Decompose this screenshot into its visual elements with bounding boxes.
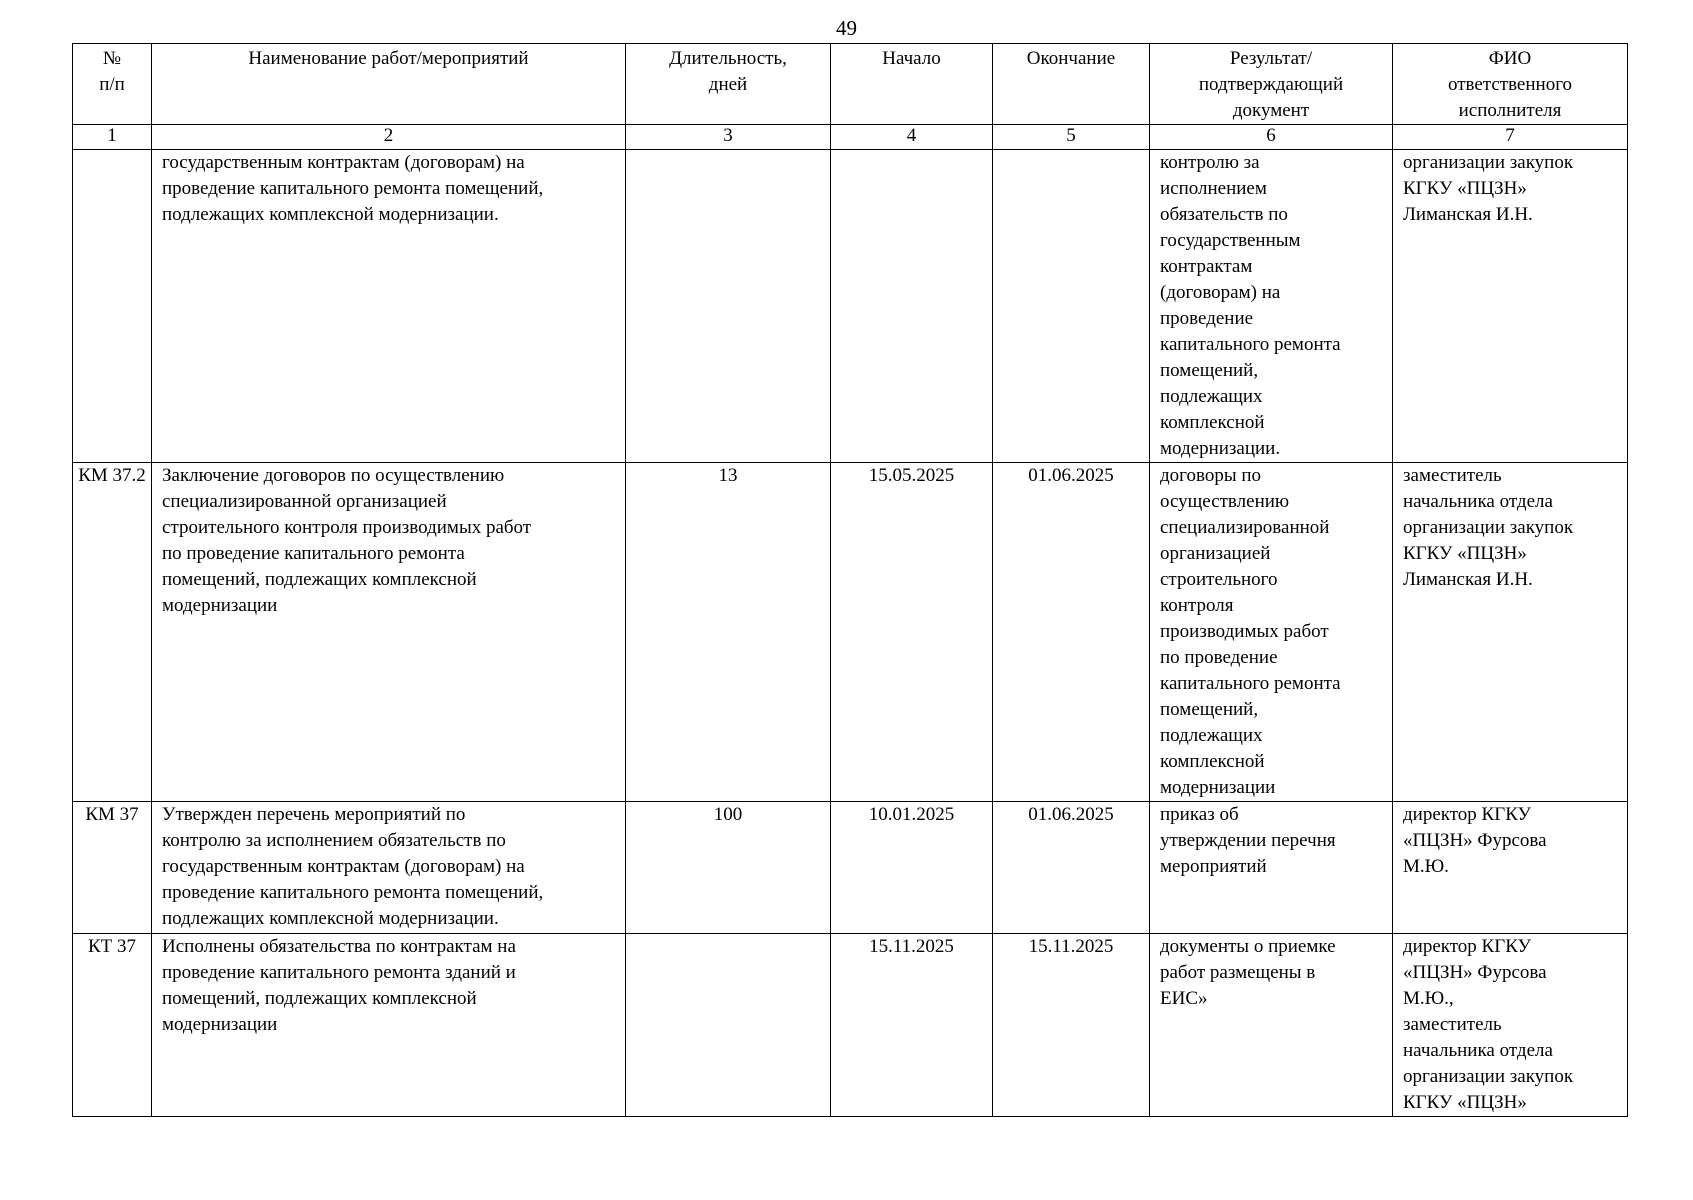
text-line: капитального ремонта (1160, 673, 1341, 694)
row-responsible (1393, 934, 1628, 1117)
text-line: директор КГКУ (1403, 936, 1531, 957)
header-num (73, 44, 152, 125)
text-line: заместитель (1403, 465, 1502, 486)
column-number: 3 (626, 125, 831, 150)
text-line: проведение капитального ремонта помещений, (162, 178, 544, 199)
row-name (152, 934, 626, 1117)
text-line: строительного (1160, 569, 1278, 590)
row-start: 10.01.2025 (831, 802, 993, 934)
text-line: № (102, 48, 122, 69)
text-line: Начало (882, 48, 941, 69)
work-plan-table (72, 43, 1628, 1117)
text-line: специализированной организацией (162, 491, 447, 512)
text-line: утверждении перечня (1160, 830, 1336, 851)
column-number: 2 (152, 125, 626, 150)
text-line: «ПЦЗН» Фурсова (1403, 830, 1547, 851)
text-line: контроля (1160, 595, 1234, 616)
row-end: 01.06.2025 (993, 463, 1150, 802)
text-line: Утвержден перечень мероприятий по (162, 804, 466, 825)
text-line: исполнителя (1458, 100, 1562, 121)
text-line: приказ об (1160, 804, 1239, 825)
text-line: помещений, (1160, 699, 1259, 720)
text-line: модернизации (1160, 777, 1276, 798)
column-number: 7 (1393, 125, 1628, 150)
row-responsible (1393, 802, 1628, 934)
header-row (73, 44, 1628, 125)
row-duration (626, 150, 831, 463)
text-line: контрактам (1160, 256, 1253, 277)
text-line: М.Ю., (1403, 988, 1454, 1009)
text-line: заместитель (1403, 1014, 1502, 1035)
row-end: 01.06.2025 (993, 802, 1150, 934)
header-responsible (1393, 44, 1628, 125)
header-start (831, 44, 993, 125)
row-result (1150, 463, 1393, 802)
text-line: специализированной (1160, 517, 1330, 538)
text-line: Лиманская И.Н. (1403, 204, 1533, 225)
text-line: подлежащих (1160, 725, 1263, 746)
text-line: мероприятий (1160, 856, 1267, 877)
text-line: подтверждающий (1198, 74, 1344, 95)
text-line: государственным контрактам (договорам) на (162, 856, 525, 877)
text-line: КГКУ «ПЦЗН» (1403, 543, 1527, 564)
text-line: проведение капитального ремонта помещений, (162, 882, 544, 903)
text-line: договоры по (1160, 465, 1262, 486)
row-start: 15.11.2025 (831, 934, 993, 1117)
text-line: КГКУ «ПЦЗН» (1403, 1092, 1527, 1113)
text-line: дней (708, 74, 748, 95)
text-line: начальника отдела (1403, 491, 1553, 512)
text-line: помещений, подлежащих комплексной (162, 569, 477, 590)
row-duration: 100 (626, 802, 831, 934)
row-id: КТ 37 (73, 934, 152, 1117)
text-line: организации закупок (1403, 152, 1574, 173)
header-end (993, 44, 1150, 125)
table-row (73, 150, 1628, 463)
row-name (152, 150, 626, 463)
text-line: подлежащих комплексной модернизации. (162, 204, 499, 225)
header-name (152, 44, 626, 125)
text-line: Длительность, (669, 48, 787, 69)
column-number: 1 (73, 125, 152, 150)
row-name (152, 463, 626, 802)
text-line: М.Ю. (1403, 856, 1449, 877)
text-line: Наименование работ/мероприятий (248, 48, 529, 69)
text-line: модернизации (162, 595, 278, 616)
text-line: проведение капитального ремонта зданий и (162, 962, 516, 983)
text-line: работ размещены в (1160, 962, 1316, 983)
text-line: государственным контрактам (договорам) на (162, 152, 525, 173)
row-duration: 13 (626, 463, 831, 802)
table-row (73, 463, 1628, 802)
row-start: 15.05.2025 (831, 463, 993, 802)
text-line: ФИО (1488, 48, 1532, 69)
text-line: Исполнены обязательства по контрактам на (162, 936, 516, 957)
text-line: контролю за исполнением обязательств по (162, 830, 506, 851)
row-id: КМ 37.2 (73, 463, 152, 802)
text-line: Результат/ (1229, 48, 1313, 69)
text-line: документ (1232, 100, 1310, 121)
text-line: «ПЦЗН» Фурсова (1403, 962, 1547, 983)
text-line: по проведение капитального ремонта (162, 543, 465, 564)
row-responsible (1393, 150, 1628, 463)
header-duration (626, 44, 831, 125)
column-number: 4 (831, 125, 993, 150)
row-name (152, 802, 626, 934)
text-line: организации закупок (1403, 517, 1574, 538)
row-end (993, 150, 1150, 463)
table-row (73, 934, 1628, 1117)
text-line: помещений, (1160, 360, 1259, 381)
row-id: КМ 37 (73, 802, 152, 934)
text-line: документы о приемке (1160, 936, 1336, 957)
text-line: производимых работ (1160, 621, 1329, 642)
header-result (1150, 44, 1393, 125)
text-line: проведение (1160, 308, 1254, 329)
text-line: модернизации. (1160, 438, 1281, 459)
text-line: подлежащих комплексной модернизации. (162, 908, 499, 929)
text-line: модернизации (162, 1014, 278, 1035)
text-line: начальника отдела (1403, 1040, 1553, 1061)
row-result (1150, 802, 1393, 934)
text-line: организацией (1160, 543, 1271, 564)
text-line: директор КГКУ (1403, 804, 1531, 825)
text-line: (договорам) на (1160, 282, 1281, 303)
text-line: ответственного (1447, 74, 1573, 95)
row-end: 15.11.2025 (993, 934, 1150, 1117)
text-line: Лиманская И.Н. (1403, 569, 1533, 590)
text-line: государственным (1160, 230, 1301, 251)
text-line: Окончание (1026, 48, 1116, 69)
text-line: подлежащих (1160, 386, 1263, 407)
row-duration (626, 934, 831, 1117)
text-line: капитального ремонта (1160, 334, 1341, 355)
text-line: КГКУ «ПЦЗН» (1403, 178, 1527, 199)
text-line: исполнением (1160, 178, 1267, 199)
text-line: комплексной (1160, 412, 1265, 433)
row-responsible (1393, 463, 1628, 802)
row-start (831, 150, 993, 463)
text-line: по проведение (1160, 647, 1278, 668)
row-result (1150, 934, 1393, 1117)
column-number: 6 (1150, 125, 1393, 150)
text-line: помещений, подлежащих комплексной (162, 988, 477, 1009)
text-line: обязательств по (1160, 204, 1288, 225)
text-line: комплексной (1160, 751, 1265, 772)
column-number: 5 (993, 125, 1150, 150)
row-result (1150, 150, 1393, 463)
text-line: организации закупок (1403, 1066, 1574, 1087)
text-line: Заключение договоров по осуществлению (162, 465, 505, 486)
page-number: 49 (836, 16, 857, 40)
column-number-row (73, 125, 1628, 150)
text-line: п/п (99, 74, 125, 95)
text-line: контролю за (1160, 152, 1260, 173)
text-line: осуществлению (1160, 491, 1290, 512)
table-row (73, 802, 1628, 934)
text-line: ЕИС» (1160, 988, 1208, 1009)
row-id (73, 150, 152, 463)
text-line: строительного контроля производимых работ (162, 517, 532, 538)
